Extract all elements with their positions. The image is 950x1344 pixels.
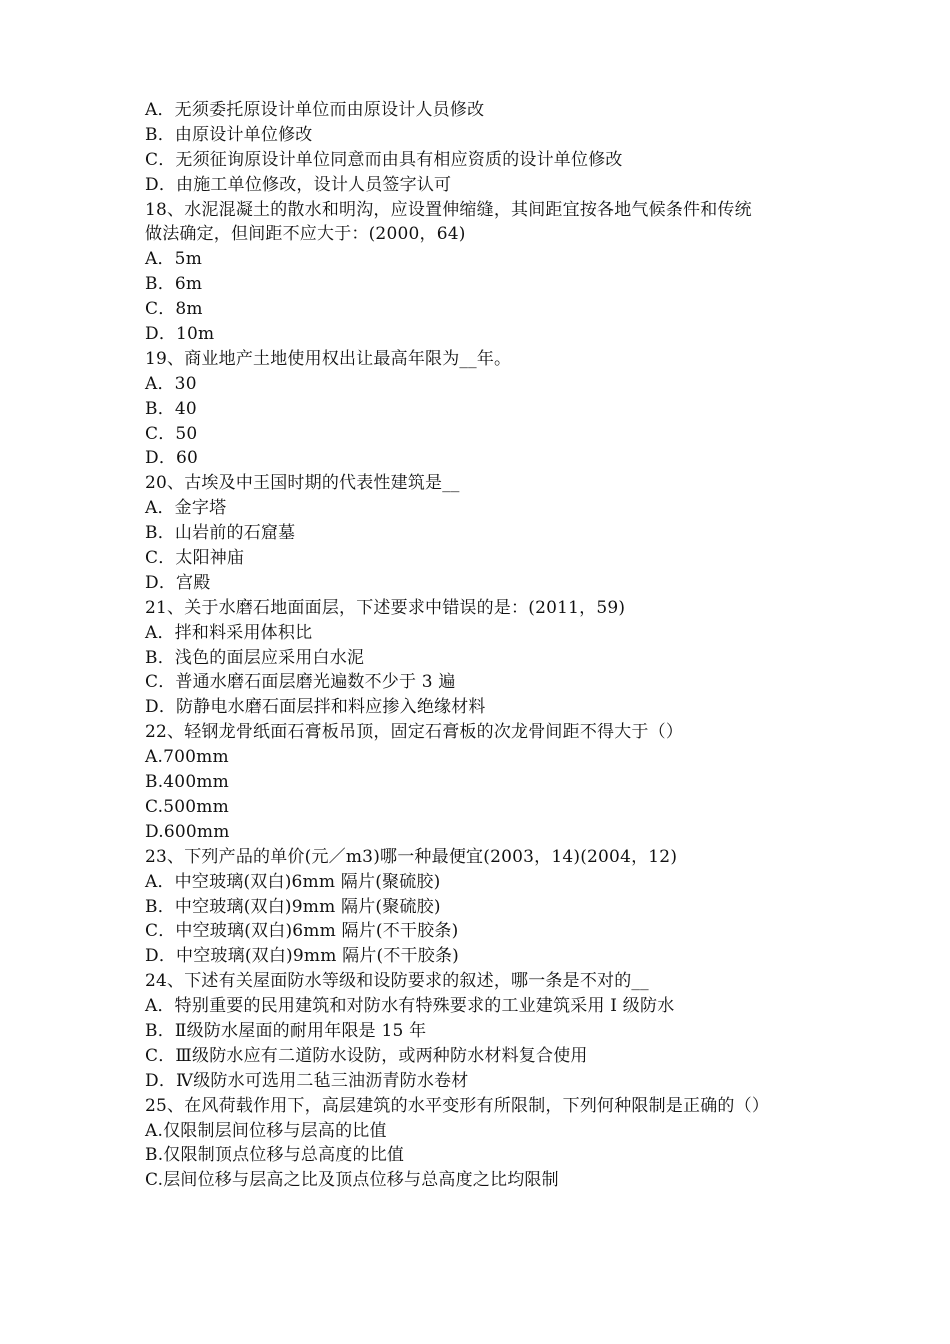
option-19-c: C．50 bbox=[145, 423, 198, 444]
option-18-c: C．8m bbox=[145, 299, 203, 320]
option-21-a: A．拌和料采用体积比 bbox=[145, 622, 313, 643]
question-19: 19、商业地产土地使用权出让最高年限为__年。 bbox=[145, 348, 512, 369]
option-22-c: C.500mm bbox=[145, 796, 229, 817]
option-19-d: D．60 bbox=[145, 448, 199, 469]
option-22-a: A.700mm bbox=[145, 747, 229, 768]
option-19-b: B．40 bbox=[145, 398, 197, 419]
option-25-c: C.层间位移与层高之比及顶点位移与总高度之比均限制 bbox=[145, 1170, 559, 1191]
question-20: 20、古埃及中王国时期的代表性建筑是__ bbox=[145, 473, 460, 494]
option-21-d: D．防静电水磨石面层拌和料应掺入绝缘材料 bbox=[145, 697, 486, 718]
option-23-b: B．中空玻璃(双白)9mm 隔片(聚硫胶) bbox=[145, 896, 441, 917]
option-17-d: D．由施工单位修改，设计人员签字认可 bbox=[145, 174, 452, 195]
question-25: 25、在风荷载作用下，高层建筑的水平变形有所限制，下列何种限制是正确的（） bbox=[145, 1095, 770, 1116]
question-24: 24、下述有关屋面防水等级和设防要求的叙述，哪一条是不对的__ bbox=[145, 971, 649, 992]
option-17-c: C．无须征询原设计单位同意而由具有相应资质的设计单位修改 bbox=[145, 149, 623, 170]
question-23: 23、下列产品的单价(元／m3)哪一种最便宜(2003，14)(2004，12) bbox=[145, 846, 678, 867]
option-21-c: C．普通水磨石面层磨光遍数不少于 3 遍 bbox=[145, 672, 456, 693]
option-20-d: D．宫殿 bbox=[145, 572, 211, 593]
option-24-b: B．Ⅱ级防水屋面的耐用年限是 15 年 bbox=[145, 1020, 427, 1041]
option-17-a: A．无须委托原设计单位而由原设计人员修改 bbox=[145, 100, 485, 120]
question-18-cont: 做法确定，但间距不应大于：(2000，64) bbox=[145, 224, 466, 245]
option-20-a: A．金字塔 bbox=[145, 498, 227, 519]
option-23-a: A．中空玻璃(双白)6mm 隔片(聚硫胶) bbox=[145, 871, 441, 892]
question-21: 21、关于水磨石地面面层，下述要求中错误的是：(2011，59) bbox=[145, 597, 626, 618]
option-20-c: C．太阳神庙 bbox=[145, 548, 245, 569]
option-18-a: A．5m bbox=[145, 249, 203, 270]
option-18-b: B．6m bbox=[145, 274, 203, 295]
option-22-d: D.600mm bbox=[145, 821, 230, 842]
option-19-a: A．30 bbox=[145, 373, 197, 394]
option-20-b: B．山岩前的石窟墓 bbox=[145, 523, 296, 544]
option-25-a: A.仅限制层间位移与层高的比值 bbox=[145, 1120, 387, 1141]
option-18-d: D．10m bbox=[145, 324, 215, 345]
option-24-d: D．Ⅳ级防水可选用二毡三油沥青防水卷材 bbox=[145, 1070, 469, 1091]
option-24-a: A．特别重要的民用建筑和对防水有特殊要求的工业建筑采用 I 级防水 bbox=[145, 996, 675, 1017]
option-22-b: B.400mm bbox=[145, 772, 229, 793]
option-24-c: C．Ⅲ级防水应有二道防水设防，或两种防水材料复合使用 bbox=[145, 1045, 588, 1066]
option-23-d: D．中空玻璃(双白)9mm 隔片(不干胶条) bbox=[145, 946, 460, 967]
option-17-b: B．由原设计单位修改 bbox=[145, 124, 313, 145]
question-22: 22、轻钢龙骨纸面石膏板吊顶，固定石膏板的次龙骨间距不得大于（） bbox=[145, 722, 684, 743]
option-21-b: B．浅色的面层应采用白水泥 bbox=[145, 647, 365, 668]
option-25-b: B.仅限制顶点位移与总高度的比值 bbox=[145, 1145, 405, 1166]
option-23-c: C．中空玻璃(双白)6mm 隔片(不干胶条) bbox=[145, 921, 459, 942]
document-page bbox=[145, 98, 825, 1193]
question-18: 18、水泥混凝土的散水和明沟，应设置伸缩缝，其间距宜按各地气候条件和传统 bbox=[145, 199, 752, 220]
